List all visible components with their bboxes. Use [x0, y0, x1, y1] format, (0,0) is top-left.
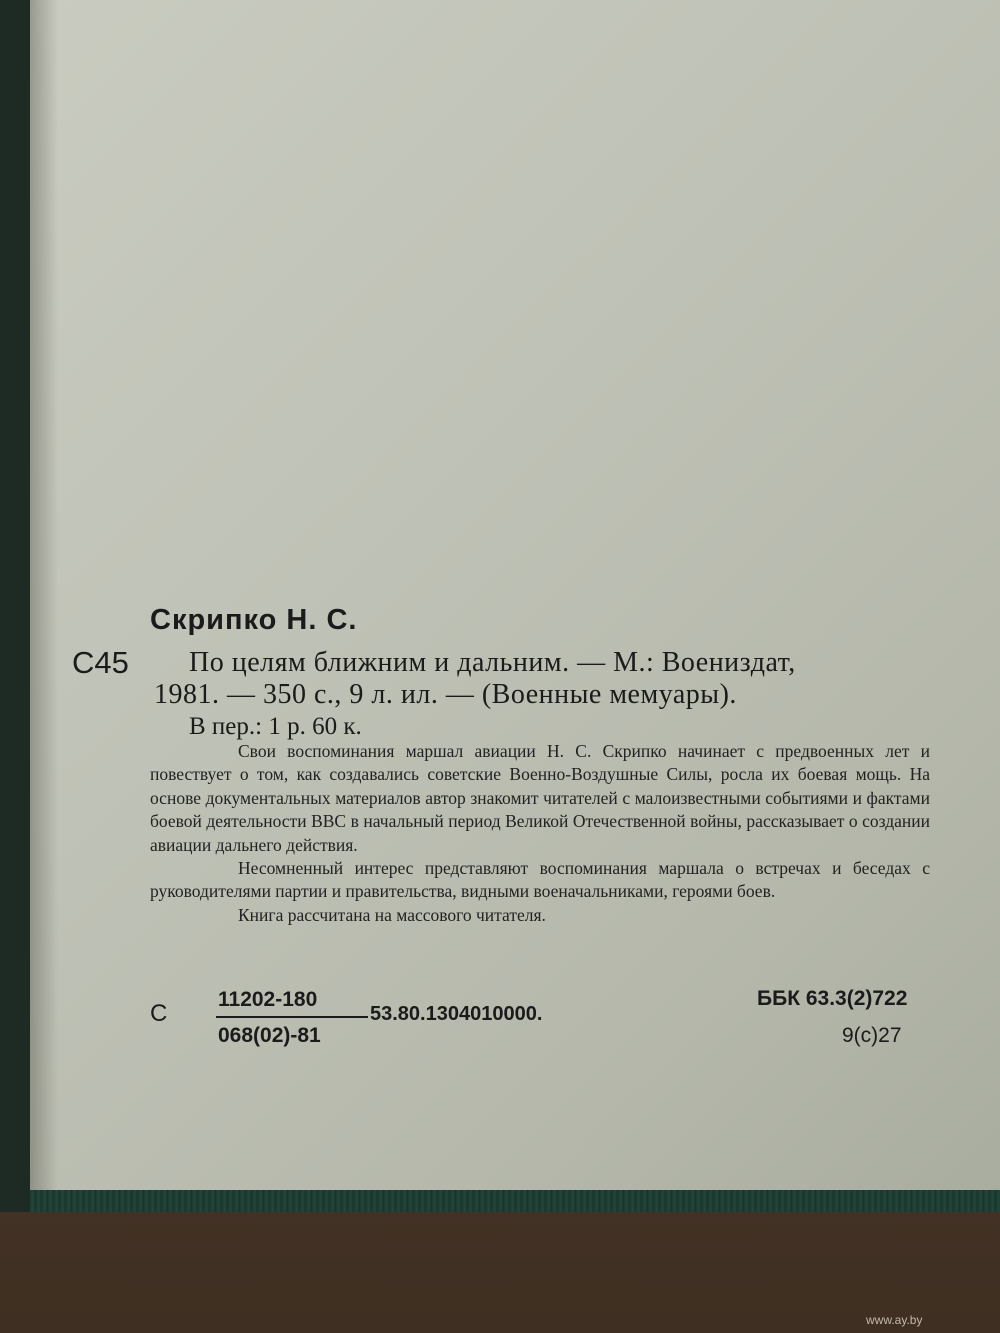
title-line-2: 1981. — 350 с., 9 л. ил. — (Военные мемуары). — [154, 679, 737, 710]
bbk-subcode: 9(с)27 — [842, 1024, 902, 1047]
abstract-paragraph-1: Свои воспоминания маршал авиации Н. С. Скрипко начинает с предвоенных лет и повествует о том, как создавались советские Военно-Воздушные Силы, росла их боевая мощь. На основе документальных материалов автор знакомит читателей с малоизвестными событиями и фактами боевой деятельности ВВС в начальный период Великой Отечественной войны, рассказывает о создании авиации дальнего действия. — [150, 741, 930, 855]
price-line: В пер.: 1 р. 60 к. — [189, 713, 362, 740]
index-suffix: 53.80.1304010000. — [370, 1003, 543, 1025]
index-numerator: 11202-180 — [218, 988, 318, 1011]
bbk-code: ББК 63.3(2)722 — [757, 987, 908, 1010]
abstract-paragraph-3: Книга рассчитана на массового читателя. — [238, 904, 546, 925]
author-name: Скрипко Н. С. — [150, 604, 358, 636]
abstract-text — [150, 740, 930, 927]
catalog-code: С45 — [72, 645, 129, 680]
page-gutter-shadow — [30, 0, 58, 1195]
index-denominator: 068(02)-81 — [218, 1024, 321, 1047]
index-fraction-bar — [216, 1016, 368, 1018]
book-cover-edge — [30, 1190, 1000, 1212]
title-line-1: По целям ближним и дальним. — М.: Воениздат, — [189, 647, 796, 678]
site-watermark: www.ay.by — [866, 1313, 923, 1327]
index-letter: С — [150, 1000, 168, 1027]
abstract-paragraph-2: Несомненный интерес представляют воспоминания маршала о встречах и беседах с руководителями партии и правительства, видными военачальниками, героями боев. — [150, 858, 930, 902]
